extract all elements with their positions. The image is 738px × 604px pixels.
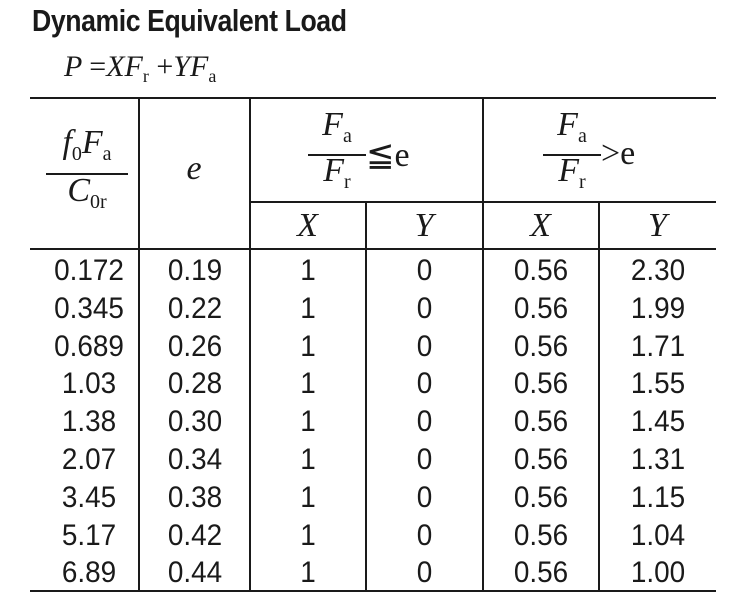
cell-x1: 1 <box>300 443 316 476</box>
cell-x1: 1 <box>300 518 316 552</box>
cell-x2: 0.56 <box>513 291 569 325</box>
header-col1-numerator: $f_0F_a$ <box>62 124 112 165</box>
cell-f0fa-c0r: 3.45 <box>61 480 117 514</box>
cell-x1: 1 <box>300 254 316 287</box>
header-col2-e: e <box>186 150 202 187</box>
cell-x2: 0.56 <box>513 254 569 287</box>
formula-term2-sub: a <box>208 66 217 86</box>
cell-y1: 0 <box>416 480 433 514</box>
cell-y2: 1.15 <box>630 480 686 514</box>
cell-y1: 0 <box>416 443 433 476</box>
cell-e: 0.28 <box>167 367 223 401</box>
cell-e: 0.30 <box>167 405 223 439</box>
cell-x1: 1 <box>300 480 316 514</box>
formula-term2-var: F <box>189 50 209 83</box>
cell-f0fa-c0r: 2.07 <box>61 443 117 476</box>
subheader-x2: X <box>530 207 551 244</box>
cell-e: 0.42 <box>167 518 223 552</box>
formula-term2-coef: Y <box>173 50 190 83</box>
cell-y2: 1.00 <box>630 556 686 590</box>
cell-x2: 0.56 <box>513 480 569 514</box>
formula-term1-sub: r <box>142 66 149 86</box>
column-divider-2 <box>249 98 251 591</box>
cell-y2: 1.04 <box>630 518 686 552</box>
cell-e: 0.38 <box>167 480 223 514</box>
cell-f0fa-c0r: 0.172 <box>54 254 124 287</box>
formula-term1-coef: X <box>106 50 125 83</box>
cell-x2: 0.56 <box>513 556 569 590</box>
subheader-y2: Y <box>648 207 667 244</box>
cell-e: 0.26 <box>167 329 223 363</box>
header-group2-denominator: $F_r$ <box>558 152 586 193</box>
cell-f0fa-c0r: 0.345 <box>54 291 124 325</box>
cell-y2: 2.30 <box>630 254 686 287</box>
header-bottom-rule <box>30 248 716 250</box>
cell-f0fa-c0r: 0.689 <box>54 329 124 363</box>
cell-x1: 1 <box>300 291 316 325</box>
cell-y1: 0 <box>416 405 433 439</box>
cell-x1: 1 <box>300 367 316 401</box>
cell-f0fa-c0r: 5.17 <box>61 518 117 552</box>
cell-y2: 1.31 <box>630 443 686 476</box>
cell-y1: 0 <box>416 254 433 287</box>
cell-e: 0.22 <box>167 291 223 325</box>
column-divider-5 <box>598 202 600 591</box>
cell-y1: 0 <box>416 556 433 590</box>
cell-x2: 0.56 <box>513 329 569 363</box>
cell-y2: 1.71 <box>630 329 686 363</box>
cell-x2: 0.56 <box>513 443 569 476</box>
cell-y1: 0 <box>416 291 433 325</box>
column-divider-3 <box>365 202 367 591</box>
subheader-x1: X <box>297 207 318 244</box>
cell-x2: 0.56 <box>513 405 569 439</box>
cell-x2: 0.56 <box>513 367 569 401</box>
cell-x1: 1 <box>300 405 316 439</box>
cell-e: 0.34 <box>167 443 223 476</box>
header-group1-denominator: $F_r$ <box>323 152 351 193</box>
cell-e: 0.19 <box>167 254 223 287</box>
cell-y1: 0 <box>416 518 433 552</box>
column-divider-4 <box>482 98 484 591</box>
header-group2-numerator: $F_a$ <box>557 106 587 147</box>
cell-y2: 1.45 <box>630 405 686 439</box>
cell-x2: 0.56 <box>513 518 569 552</box>
formula-lhs: P <box>64 50 82 83</box>
page-title: Dynamic Equivalent Load <box>32 3 347 38</box>
table-top-rule <box>30 97 716 99</box>
cell-y1: 0 <box>416 329 433 363</box>
cell-f0fa-c0r: 6.89 <box>61 556 117 590</box>
subheader-y1: Y <box>414 207 434 244</box>
cell-y2: 1.99 <box>630 291 686 325</box>
cell-x1: 1 <box>300 556 316 590</box>
cell-y2: 1.55 <box>630 367 686 401</box>
load-formula <box>64 50 216 87</box>
formula-plus: + <box>156 50 174 83</box>
cell-e: 0.44 <box>167 556 223 590</box>
cell-f0fa-c0r: 1.38 <box>61 405 117 439</box>
formula-term1-var: F <box>124 50 143 83</box>
header-col1-denominator: $C_{0r}$ <box>67 172 107 213</box>
cell-f0fa-c0r: 1.03 <box>61 367 117 401</box>
cell-x1: 1 <box>300 329 316 363</box>
header-group2-relation: >e <box>601 135 636 172</box>
header-group1-relation: ≦e <box>366 137 410 174</box>
cell-y1: 0 <box>416 367 433 401</box>
formula-equals: = <box>89 50 107 83</box>
header-group1-numerator: $F_a$ <box>322 106 352 147</box>
